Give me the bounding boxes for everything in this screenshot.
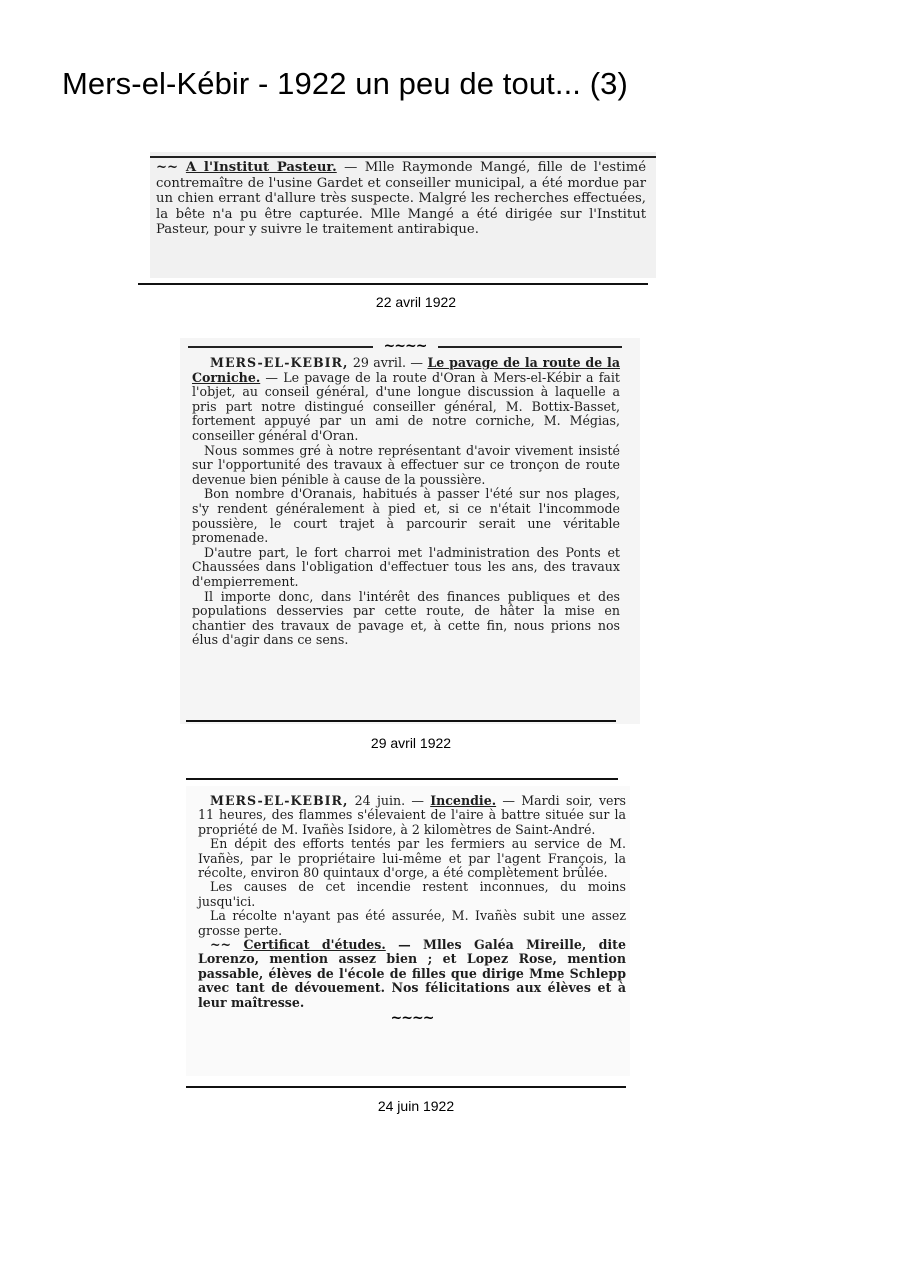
ornament-rule-left [188, 346, 373, 348]
divider [186, 778, 618, 780]
ornament: ~~~~ [383, 338, 427, 354]
divider [186, 1086, 626, 1088]
article-paragraph: Il importe donc, dans l'intérêt des finances publiques et des populations desservies par cette route, de hâter la mise en chantier des travaux de pavage et, à cette fin, nous prions nos élus d'agir dans ce sens. [192, 588, 620, 648]
headline: Le pavage de la route de la Corniche. [192, 355, 620, 385]
divider [186, 720, 616, 722]
clipping-caption: 29 avril 1922 [370, 735, 452, 751]
date: 29 avril. — [348, 355, 428, 370]
ornament: ~~ [210, 937, 244, 953]
clipping-top-rule [150, 156, 656, 158]
article-body: — Mlle Raymonde Mangé, fille de l'estimé contremaître de l'usine Gardet et conseiller municipal, a été mordue par un chien errant d'allure très suspecte. Malgré les recherches effectuées, la bête n'a pu être capturée. Mlle Mangé a été dirigée sur l'Institut Pasteur, pour y suivre le traitement antirabique. [156, 160, 646, 238]
article-paragraph: En dépit des efforts tentés par les fermiers au service de M. Ivañès, par le propriétaire lui-même et par l'agent François, la récolte, environ 80 quintaux d'orge, a été complètement brûlée. [198, 836, 626, 881]
headline: Certificat d'études. [243, 937, 386, 953]
clipping-caption: 24 juin 1922 [377, 1098, 455, 1114]
clipping-text [156, 160, 646, 238]
article-lead [192, 356, 620, 444]
article-paragraph: D'autre part, le fort charroi met l'administration des Ponts et Chaussées dans l'obligation d'effectuer tous les ans, des travaux d'empierrement. [192, 544, 620, 589]
article-body: — Mardi soir, vers 11 heures, des flammes s'élevaient de l'aire à battre située sur la propriété de M. Ivañès Isidore, à 2 kilomètres de Saint-André. [198, 793, 626, 837]
article-paragraph [198, 938, 626, 1010]
article-paragraph: Nous sommes gré à notre représentant d'avoir vivement insisté sur l'opportunité des travaux à effectuer sur ce tronçon de route devenue bien pénible à cause de la poussière. [192, 442, 620, 487]
ornament-rule-right [438, 346, 622, 348]
headline: A l'Institut Pasteur. [185, 160, 337, 175]
headline: Incendie. [430, 793, 497, 808]
clipping-pavage [180, 338, 640, 724]
article-body: — Mlles Galéa Mireille, dite Lorenzo, mention assez bien ; et Lopez Rose, mention passable, élèves de l'école de filles que dirige Mme Schlepp avec tant de dévouement. Nos félicitations aux élèves et à leur maîtresse. [198, 937, 626, 1010]
clipping-pasteur [150, 152, 656, 278]
ornament: ~~ [156, 160, 186, 175]
clipping-incendie [186, 786, 630, 1076]
ornament: ~~~~ [390, 1010, 434, 1027]
article-text [198, 793, 626, 1027]
date: 24 juin. — [348, 793, 431, 808]
dateline: MERS-EL-KEBIR, [210, 793, 349, 808]
article-paragraph: Les causes de cet incendie restent inconnues, du moins jusqu'ici. [198, 879, 626, 909]
article-paragraph: La récolte n'ayant pas été assurée, M. Ivañès subit une assez grosse perte. [198, 908, 626, 938]
article-paragraph: Bon nombre d'Oranais, habitués à passer l'été sur nos plages, s'y rendent généralement à pied et, si ce n'était l'incommode poussière, le court trajet à parcourir serait une véritable promenade. [192, 486, 620, 546]
page-title: Mers-el-Kébir - 1922 un peu de tout... (3) [62, 66, 628, 101]
article-lead [198, 794, 626, 837]
article-text [192, 356, 620, 648]
article-body: — Le pavage de la route d'Oran à Mers-el-Kébir a fait l'objet, au conseil général, d'une longue discussion à laquelle a pris part notre distingué conseiller général, M. Bottix-Basset, fortement appuyé par un ami de notre corniche, M. Mégias, conseiller général d'Oran. [192, 369, 620, 443]
dateline: MERS-EL-KEBIR, [210, 355, 349, 370]
divider [138, 283, 648, 285]
clipping-caption: 22 avril 1922 [375, 294, 457, 310]
